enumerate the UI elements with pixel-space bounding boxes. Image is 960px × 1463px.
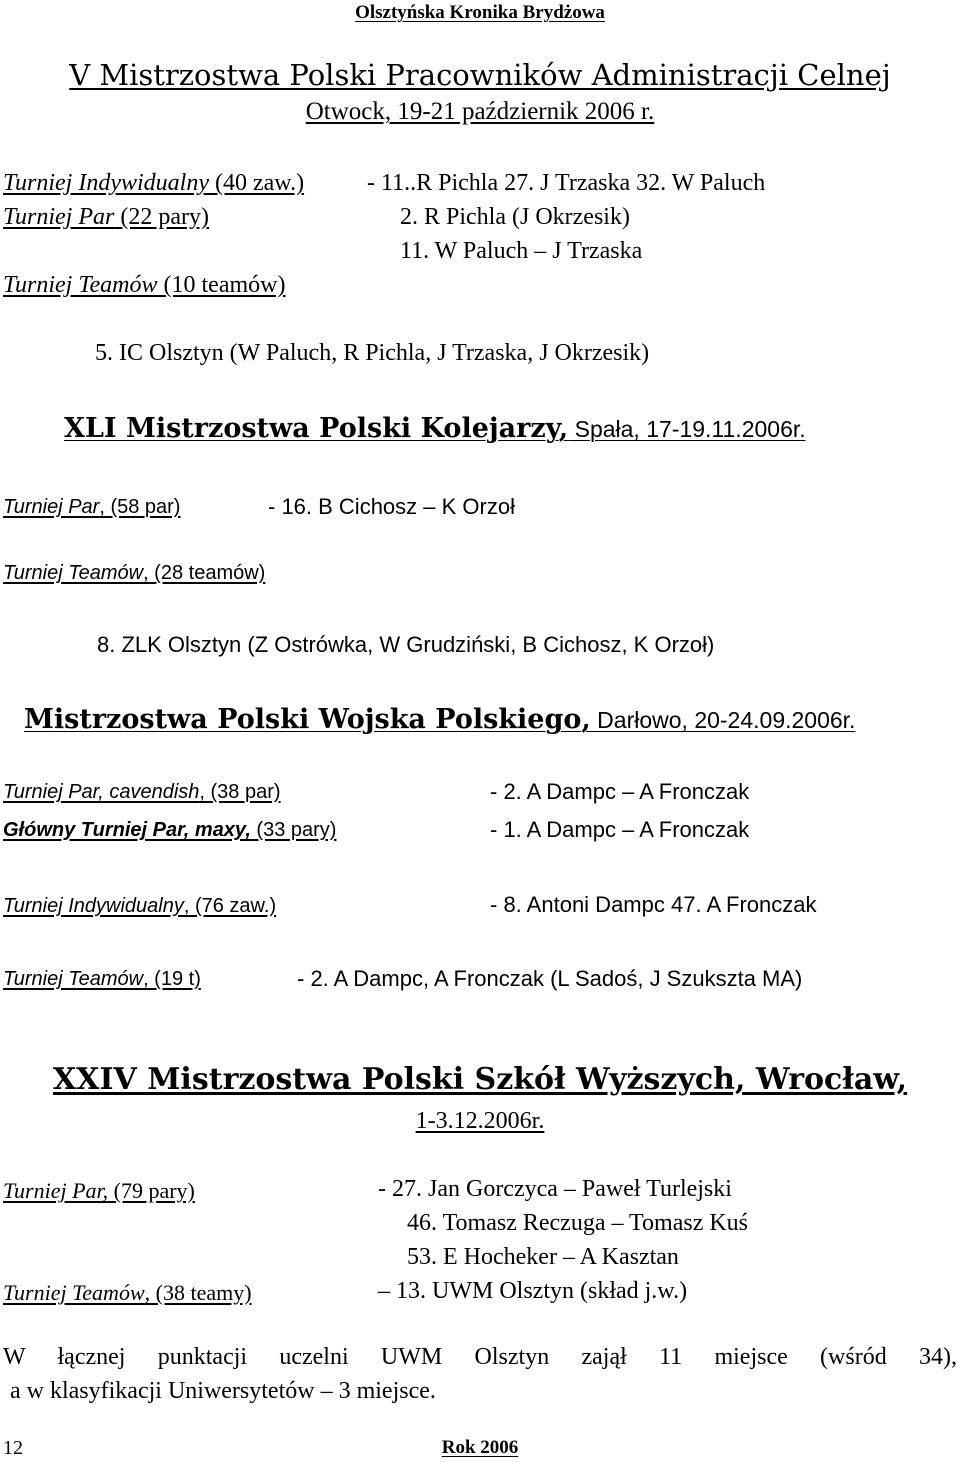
team-result: – 13. UWM Olsztyn (skład j.w.)	[378, 1278, 688, 1304]
summary-line: a w klasyfikacji Uniwersytetów – 3 miejsce.	[10, 1378, 436, 1404]
event-label: Turniej Par, (58 par)	[3, 496, 181, 518]
event-result: 46. Tomasz Reczuga – Tomasz Kuś	[407, 1210, 749, 1236]
event-label: Turniej Teamów, (19 t)	[3, 968, 201, 990]
event-label: Turniej Par (22 pary)	[3, 204, 209, 230]
event-result: - 2. A Dampc – A Fronczak	[490, 779, 750, 804]
team-result: 5. IC Olsztyn (W Paluch, R Pichla, J Trzaska, J Okrzesik)	[95, 340, 650, 366]
page-footer: Rok 2006	[441, 1437, 519, 1458]
page-number: 12	[3, 1437, 23, 1459]
section-title: XLI Mistrzostwa Polski Kolejarzy, Spała, 17-19.11.2006r.	[64, 413, 806, 444]
event-result: - 27. Jan Gorczyca – Paweł Turlejski	[378, 1176, 732, 1202]
team-result: - 2. A Dampc, A Fronczak (L Sadoś, J Szukszta MA)	[297, 966, 803, 991]
section-title: V Mistrzostwa Polski Pracowników Administracji Celnej	[69, 58, 891, 92]
event-result: - 8. Antoni Dampc 47. A Fronczak	[490, 892, 817, 917]
event-label: Turniej Indywidualny, (76 zaw.)	[3, 895, 277, 917]
summary-line: W łącznej punktacji uczelni UWM Olsztyn zajął 11 miejsce (wśród 34),	[3, 1344, 957, 1370]
section-date: 1-3.12.2006r.	[415, 1108, 545, 1134]
section-title: XXIV Mistrzostwa Polski Szkół Wyższych, Wrocław,	[52, 1062, 908, 1097]
page-header: Olsztyńska Kronika Brydżowa	[355, 2, 605, 23]
event-label: Turniej Teamów, (38 teamy)	[3, 1280, 252, 1305]
event-result: 53. E Hocheker – A Kasztan	[407, 1244, 679, 1270]
section-title: Mistrzostwa Polski Wojska Polskiego, Darłowo, 20-24.09.2006r.	[24, 704, 856, 735]
event-label: Turniej Par, cavendish, (38 par)	[3, 781, 281, 803]
event-result: - 1. A Dampc – A Fronczak	[490, 817, 750, 842]
event-label: Turniej Par, (79 pary)	[3, 1178, 195, 1203]
event-label: Turniej Teamów (10 teamów)	[3, 272, 286, 298]
team-result: 8. ZLK Olsztyn (Z Ostrówka, W Grudziński, B Cichosz, K Orzoł)	[97, 632, 715, 657]
event-result: 2. R Pichla (J Okrzesik)	[400, 204, 630, 230]
event-result: - 16. B Cichosz – K Orzoł	[268, 494, 515, 519]
event-result: 11. W Paluch – J Trzaska	[400, 238, 643, 264]
event-label: Turniej Indywidualny (40 zaw.)	[3, 170, 305, 196]
event-label: Główny Turniej Par, maxy, (33 pary)	[3, 819, 337, 841]
section-subtitle: Otwock, 19-21 październik 2006 r.	[305, 98, 655, 125]
event-result: - 11..R Pichla 27. J Trzaska 32. W Paluch	[367, 170, 766, 196]
event-label: Turniej Teamów, (28 teamów)	[3, 562, 266, 584]
